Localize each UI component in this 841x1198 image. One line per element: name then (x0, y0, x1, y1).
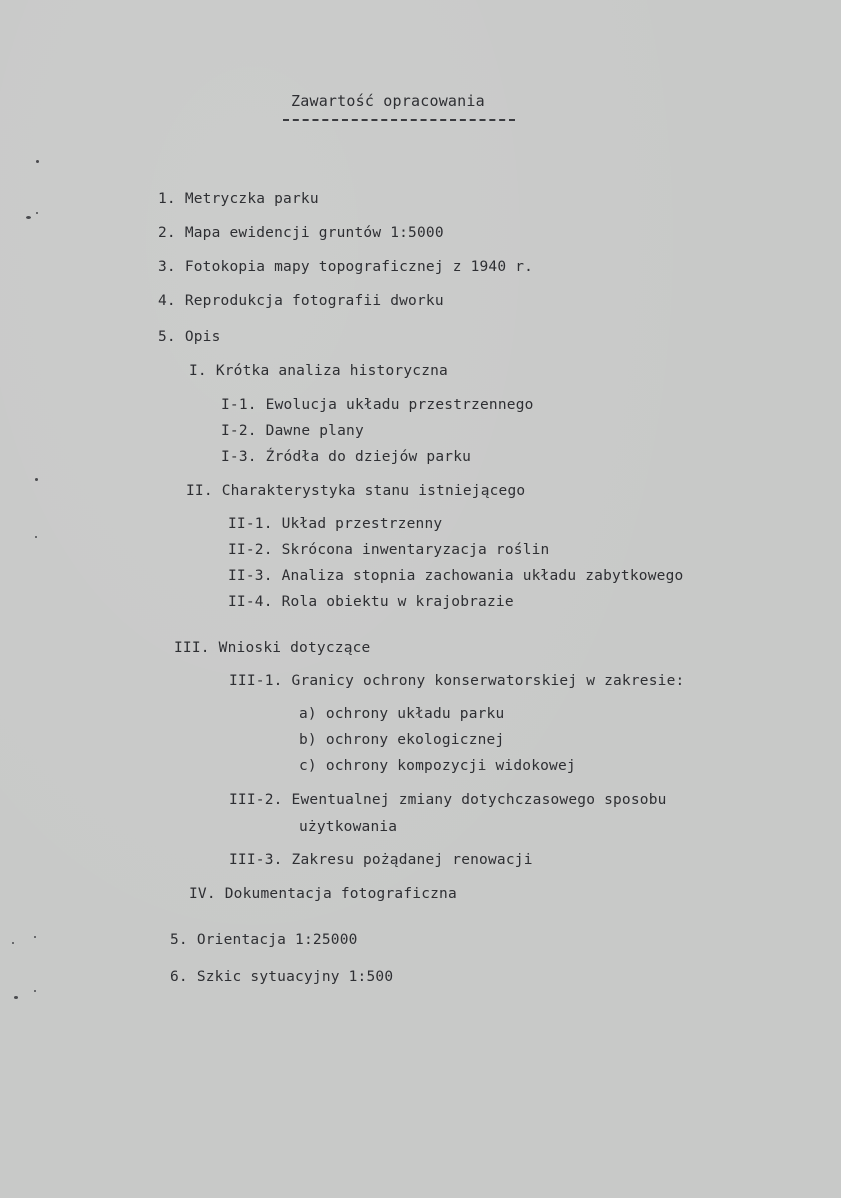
item-number: 5. (158, 329, 176, 345)
item-number: 3. (158, 259, 176, 275)
scan-speck (34, 936, 36, 938)
scan-speck (34, 990, 36, 992)
item-number: I-3. (221, 449, 257, 465)
item-number: III-3. (229, 852, 283, 868)
list-item (158, 260, 533, 275)
item-text: Skrócona inwentaryzacja roślin (281, 542, 550, 558)
item-text: Źródła do dziejów parku (265, 449, 472, 465)
item-number: II. (186, 483, 213, 499)
item-text: Dokumentacja fotograficzna (224, 886, 457, 902)
list-item (228, 543, 550, 558)
scan-speck (26, 216, 31, 219)
item-text: Metryczka parku (184, 191, 319, 207)
scan-speck (36, 212, 38, 214)
item-number: III. (174, 640, 210, 656)
list-item (299, 733, 504, 748)
list-item (228, 569, 683, 584)
item-number: I-2. (221, 423, 257, 439)
list-item (228, 595, 514, 610)
list-item (158, 330, 221, 345)
item-text: Mapa ewidencji gruntów 1:5000 (184, 225, 444, 241)
item-text: Wnioski dotyczące (218, 640, 371, 656)
item-number: 6. (170, 969, 188, 985)
item-number: II-2. (228, 542, 273, 558)
title-underline (283, 119, 515, 121)
scan-speck (36, 160, 39, 163)
list-item (221, 424, 364, 439)
item-number: a) (299, 706, 317, 722)
list-item (221, 450, 471, 465)
item-number: I. (189, 363, 207, 379)
item-number: b) (299, 732, 317, 748)
item-number: II-4. (228, 594, 273, 610)
item-text: użytkowania (299, 819, 398, 835)
list-item-continuation (299, 820, 397, 835)
list-item (228, 517, 442, 532)
item-number: II-3. (228, 568, 273, 584)
scan-speck (14, 996, 18, 999)
list-item (189, 364, 448, 379)
item-text: Układ przestrzenny (281, 516, 443, 532)
item-text: Granicy ochrony konserwatorskiej w zakresie: (291, 673, 685, 689)
item-text: ochrony układu parku (325, 706, 505, 722)
document-title: Zawartość opracowania (291, 92, 485, 110)
item-text: Szkic sytuacyjny 1:500 (196, 969, 394, 985)
item-text: Reprodukcja fotografii dworku (184, 293, 444, 309)
item-number: 5. (170, 932, 188, 948)
item-text: Opis (184, 329, 221, 345)
item-number: IV. (189, 886, 216, 902)
item-text: Fotokopia mapy topograficznej z 1940 r. (184, 259, 534, 275)
item-text: Ewentualnej zmiany dotychczasowego sposobu (291, 792, 667, 808)
item-text: ochrony kompozycji widokowej (325, 758, 576, 774)
item-text: Rola obiektu w krajobrazie (281, 594, 514, 610)
item-number: II-1. (228, 516, 273, 532)
item-text: Ewolucja układu przestrzennego (265, 397, 534, 413)
list-item (186, 484, 525, 499)
list-item (174, 641, 370, 656)
list-item (170, 933, 358, 948)
list-item (229, 853, 533, 868)
list-item (158, 192, 319, 207)
item-number: III-1. (229, 673, 283, 689)
list-item (170, 970, 393, 985)
item-text: Krótka analiza historyczna (215, 363, 448, 379)
item-number: c) (299, 758, 317, 774)
item-text: Orientacja 1:25000 (196, 932, 358, 948)
scan-speck (35, 478, 38, 481)
item-number: 1. (158, 191, 176, 207)
item-text: Dawne plany (265, 423, 364, 439)
scan-speck (35, 536, 37, 538)
list-item (229, 674, 684, 689)
item-text: Analiza stopnia zachowania układu zabytkowego (281, 568, 684, 584)
item-number: 2. (158, 225, 176, 241)
list-item (221, 398, 534, 413)
scan-speck (12, 942, 14, 944)
list-item (299, 759, 576, 774)
list-item (158, 226, 444, 241)
item-number: 4. (158, 293, 176, 309)
item-number: III-2. (229, 792, 283, 808)
item-text: Zakresu pożądanej renowacji (291, 852, 533, 868)
list-item (229, 793, 667, 808)
list-item (158, 294, 444, 309)
list-item (189, 887, 457, 902)
item-text: Charakterystyka stanu istniejącego (221, 483, 526, 499)
list-item (299, 707, 504, 722)
item-text: ochrony ekologicznej (325, 732, 505, 748)
item-number: I-1. (221, 397, 257, 413)
